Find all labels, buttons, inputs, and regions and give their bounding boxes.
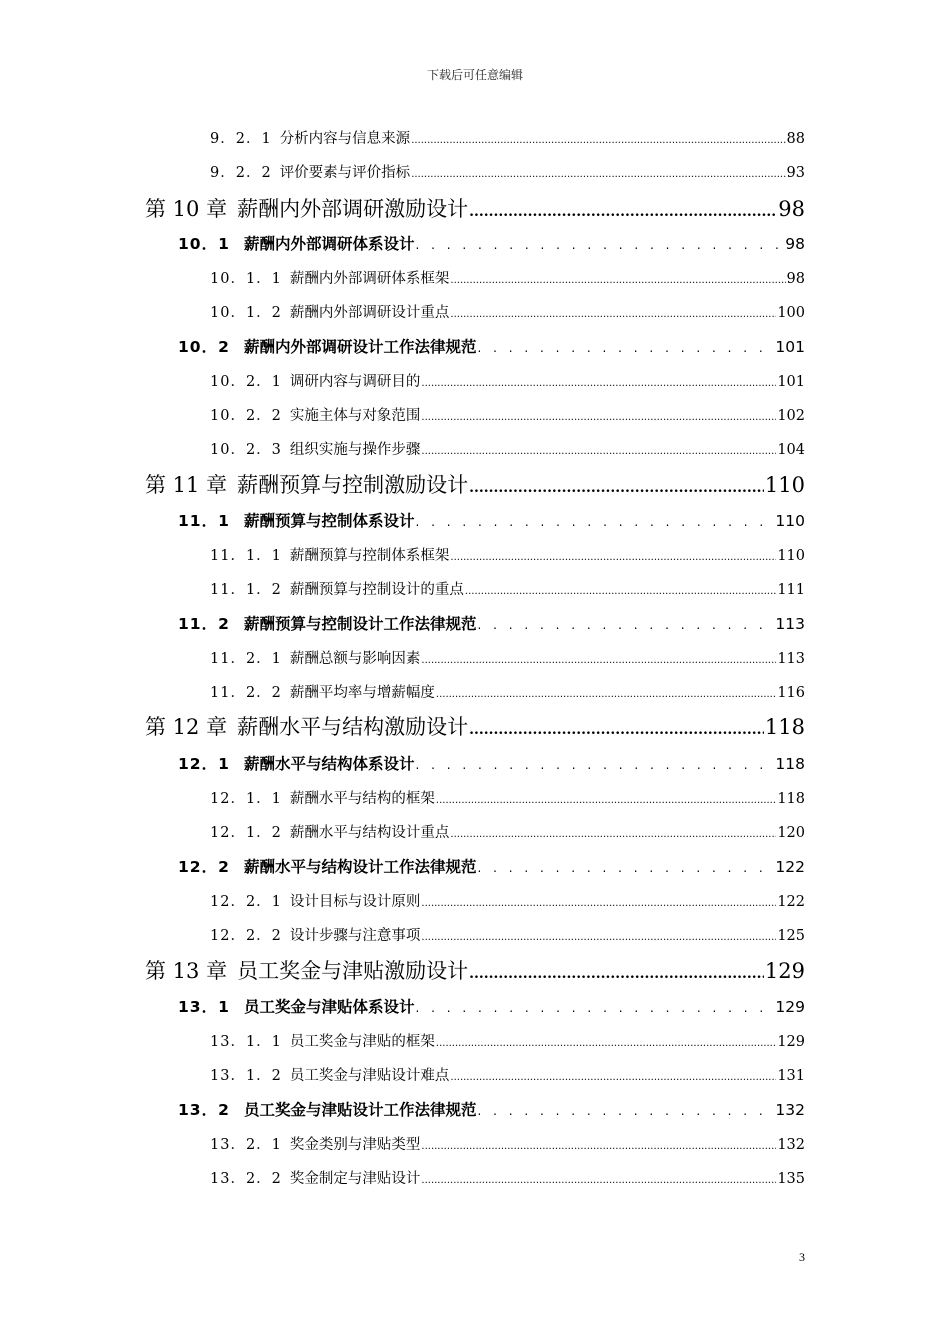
toc-dot-leader	[411, 169, 785, 180]
toc-entry-page: 110	[764, 473, 805, 497]
toc-entry-title: 员工奖金与津贴设计工作法律规范	[244, 1101, 477, 1119]
toc-entry-number: 12．1	[178, 755, 230, 773]
toc-entry-number: 12．2	[178, 858, 230, 876]
toc-entry-title: 员工奖金与津贴设计难点	[289, 1068, 450, 1084]
toc-entry-level-3[interactable]	[210, 370, 805, 391]
toc-entry-level-2[interactable]	[178, 1098, 805, 1120]
toc-dot-leader	[478, 341, 775, 355]
toc-entry-number: 第 13 章	[145, 959, 228, 983]
toc-entry-number: 12．1．1	[210, 791, 282, 807]
toc-entry-level-3[interactable]	[210, 1030, 805, 1051]
toc-dot-leader	[469, 480, 764, 496]
toc-entry-number: 13．1．2	[210, 1068, 282, 1084]
toc-entry-title: 薪酬预算与控制体系设计	[244, 512, 415, 530]
toc-dot-leader	[421, 932, 776, 943]
toc-entry-level-3[interactable]	[210, 127, 805, 148]
toc-dot-leader	[421, 1141, 776, 1152]
toc-dot-leader	[450, 552, 776, 563]
toc-entry-number: 12．1．2	[210, 825, 282, 841]
toc-entry-title: 调研内容与调研目的	[289, 374, 421, 390]
toc-entry-page: 113	[775, 615, 805, 633]
toc-dot-leader	[450, 829, 776, 840]
page-header: 下载后可任意编辑	[426, 68, 523, 82]
toc-dot-leader	[416, 238, 785, 252]
toc-entry-page: 122	[775, 858, 805, 876]
toc-dot-leader	[469, 966, 764, 982]
toc-entry-title: 薪酬总额与影响因素	[289, 651, 421, 667]
toc-dot-leader	[416, 515, 775, 529]
toc-entry-title: 薪酬水平与结构的框架	[289, 791, 435, 807]
toc-entry-number: 10．1．1	[210, 271, 282, 287]
toc-entry-number: 第 10 章	[145, 197, 228, 221]
toc-dot-leader	[469, 722, 764, 738]
toc-dot-leader	[421, 1175, 776, 1186]
toc-entry-level-3[interactable]	[210, 1064, 805, 1085]
toc-dot-leader	[421, 446, 776, 457]
toc-dot-leader	[436, 689, 776, 700]
toc-entry-title: 组织实施与操作步骤	[289, 442, 421, 458]
toc-dot-leader	[478, 861, 775, 875]
toc-entry-number: 11．2．1	[210, 651, 282, 667]
toc-entry-title: 薪酬水平与结构体系设计	[244, 755, 415, 773]
toc-entry-page: 110	[775, 512, 805, 530]
toc-entry-page: 135	[777, 1171, 805, 1187]
toc-entry-level-3[interactable]	[210, 924, 805, 945]
toc-entry-title: 薪酬水平与结构设计工作法律规范	[244, 858, 477, 876]
toc-entry-number: 10．1	[178, 235, 230, 253]
toc-entry-title: 薪酬内外部调研体系框架	[289, 271, 450, 287]
toc-entry-page: 88	[786, 131, 805, 147]
toc-dot-leader	[421, 655, 776, 666]
toc-entry-number: 13．2．1	[210, 1137, 282, 1153]
toc-entry-level-2[interactable]	[178, 612, 805, 634]
toc-entry-level-1[interactable]	[145, 469, 805, 499]
toc-entry-page: 118	[764, 715, 805, 739]
toc-entry-level-3[interactable]	[210, 681, 805, 702]
toc-entry-title: 薪酬内外部调研激励设计	[237, 197, 469, 221]
toc-entry-level-2[interactable]	[178, 232, 805, 254]
toc-entry-page: 101	[775, 338, 805, 356]
toc-entry-page: 111	[777, 582, 805, 598]
toc-dot-leader	[450, 1072, 776, 1083]
toc-entry-page: 102	[777, 408, 805, 424]
toc-entry-page: 131	[777, 1068, 805, 1084]
toc-entry-number: 11．2	[178, 615, 230, 633]
toc-entry-page: 101	[777, 374, 805, 390]
toc-entry-level-2[interactable]	[178, 855, 805, 877]
toc-entry-level-3[interactable]	[210, 544, 805, 565]
toc-entry-level-3[interactable]	[210, 787, 805, 808]
toc-entry-title: 薪酬内外部调研设计工作法律规范	[244, 338, 477, 356]
toc-entry-page: 122	[777, 894, 805, 910]
toc-entry-number: 13．1．1	[210, 1034, 282, 1050]
toc-entry-page: 118	[775, 755, 805, 773]
toc-entry-title: 薪酬预算与控制体系框架	[289, 548, 450, 564]
toc-entry-level-3[interactable]	[210, 1167, 805, 1188]
toc-entry-title: 员工奖金与津贴体系设计	[244, 998, 415, 1016]
toc-entry-title: 分析内容与信息来源	[279, 131, 411, 147]
toc-dot-leader	[478, 1104, 775, 1118]
toc-dot-leader	[436, 1038, 776, 1049]
toc-entry-title: 薪酬内外部调研设计重点	[289, 305, 450, 321]
toc-entry-page: 129	[777, 1034, 805, 1050]
page-number: 3	[799, 1250, 805, 1264]
toc-entry-number: 9．2．1	[210, 131, 272, 147]
toc-entry-page: 104	[777, 442, 805, 458]
toc-dot-leader	[465, 586, 776, 597]
toc-entry-page: 125	[777, 928, 805, 944]
toc-dot-leader	[478, 618, 775, 632]
toc-entry-level-3[interactable]	[210, 161, 805, 182]
toc-entry-page: 98	[785, 235, 805, 253]
toc-entry-page: 132	[777, 1137, 805, 1153]
toc-entry-level-3[interactable]	[210, 821, 805, 842]
toc-dot-leader	[416, 758, 775, 772]
toc-entry-title: 薪酬预算与控制设计工作法律规范	[244, 615, 477, 633]
toc-entry-page: 110	[777, 548, 805, 564]
toc-entry-level-2[interactable]	[178, 752, 805, 774]
toc-entry-number: 10．2．3	[210, 442, 282, 458]
toc-entry-title: 员工奖金与津贴的框架	[289, 1034, 435, 1050]
toc-entry-title: 奖金制定与津贴设计	[289, 1171, 421, 1187]
toc-entry-title: 薪酬预算与控制激励设计	[237, 473, 469, 497]
toc-entry-number: 第 12 章	[145, 715, 228, 739]
toc-entry-level-3[interactable]	[210, 438, 805, 459]
toc-entry-page: 120	[777, 825, 805, 841]
toc-entry-number: 12．2．2	[210, 928, 282, 944]
toc-entry-number: 10．2．2	[210, 408, 282, 424]
toc-entry-number: 第 11 章	[145, 473, 228, 497]
toc-entry-page: 98	[786, 271, 805, 287]
toc-entry-title: 薪酬水平与结构设计重点	[289, 825, 450, 841]
toc-entry-page: 98	[778, 197, 805, 221]
toc-entry-number: 11．1．1	[210, 548, 282, 564]
toc-entry-level-3[interactable]	[210, 578, 805, 599]
toc-dot-leader	[469, 204, 777, 220]
toc-dot-leader	[450, 275, 785, 286]
toc-entry-number: 12．2．1	[210, 894, 282, 910]
toc-entry-title: 设计步骤与注意事项	[289, 928, 421, 944]
toc-entry-number: 11．1．2	[210, 582, 282, 598]
toc-dot-leader	[436, 795, 776, 806]
toc-entry-level-1[interactable]	[145, 955, 805, 985]
toc-entry-number: 10．1．2	[210, 305, 282, 321]
toc-entry-level-3[interactable]	[210, 890, 805, 911]
toc-entry-title: 薪酬预算与控制设计的重点	[289, 582, 464, 598]
toc-entry-level-2[interactable]	[178, 335, 805, 357]
toc-entry-page: 100	[777, 305, 805, 321]
toc-entry-title: 员工奖金与津贴激励设计	[237, 959, 469, 983]
toc-dot-leader	[416, 1001, 775, 1015]
toc-entry-page: 116	[777, 685, 805, 701]
toc-entry-level-3[interactable]	[210, 647, 805, 668]
toc-entry-page: 129	[764, 959, 805, 983]
toc-entry-number: 13．1	[178, 998, 230, 1016]
toc-entry-title: 薪酬水平与结构激励设计	[237, 715, 469, 739]
toc-dot-leader	[421, 412, 776, 423]
toc-entry-page: 113	[777, 651, 805, 667]
toc-entry-page: 132	[775, 1101, 805, 1119]
toc-dot-leader	[421, 898, 776, 909]
toc-dot-leader	[421, 378, 776, 389]
toc-entry-number: 11．1	[178, 512, 230, 530]
toc-entry-level-2[interactable]	[178, 509, 805, 531]
toc-entry-level-3[interactable]	[210, 301, 805, 322]
toc-entry-number: 13．2．2	[210, 1171, 282, 1187]
toc-entry-level-1[interactable]	[145, 711, 805, 741]
toc-entry-level-1[interactable]	[145, 193, 805, 223]
toc-entry-title: 实施主体与对象范围	[289, 408, 421, 424]
toc-entry-number: 10．2	[178, 338, 230, 356]
toc-dot-leader	[411, 135, 785, 146]
toc-entry-number: 10．2．1	[210, 374, 282, 390]
toc-entry-title: 评价要素与评价指标	[279, 165, 411, 181]
toc-entry-page: 129	[775, 998, 805, 1016]
toc-entry-number: 9．2．2	[210, 165, 272, 181]
toc-dot-leader	[450, 309, 776, 320]
toc-entry-title: 薪酬平均率与增薪幅度	[289, 685, 435, 701]
toc-entry-page: 118	[777, 791, 805, 807]
toc-entry-level-3[interactable]	[210, 404, 805, 425]
toc-entry-number: 13．2	[178, 1101, 230, 1119]
toc-entry-level-2[interactable]	[178, 995, 805, 1017]
toc-entry-level-3[interactable]	[210, 1133, 805, 1154]
toc-entry-title: 设计目标与设计原则	[289, 894, 421, 910]
toc-entry-number: 11．2．2	[210, 685, 282, 701]
toc-entry-page: 93	[786, 165, 805, 181]
toc-entry-title: 薪酬内外部调研体系设计	[244, 235, 415, 253]
toc-entry-title: 奖金类别与津贴类型	[289, 1137, 421, 1153]
toc-entry-level-3[interactable]	[210, 267, 805, 288]
